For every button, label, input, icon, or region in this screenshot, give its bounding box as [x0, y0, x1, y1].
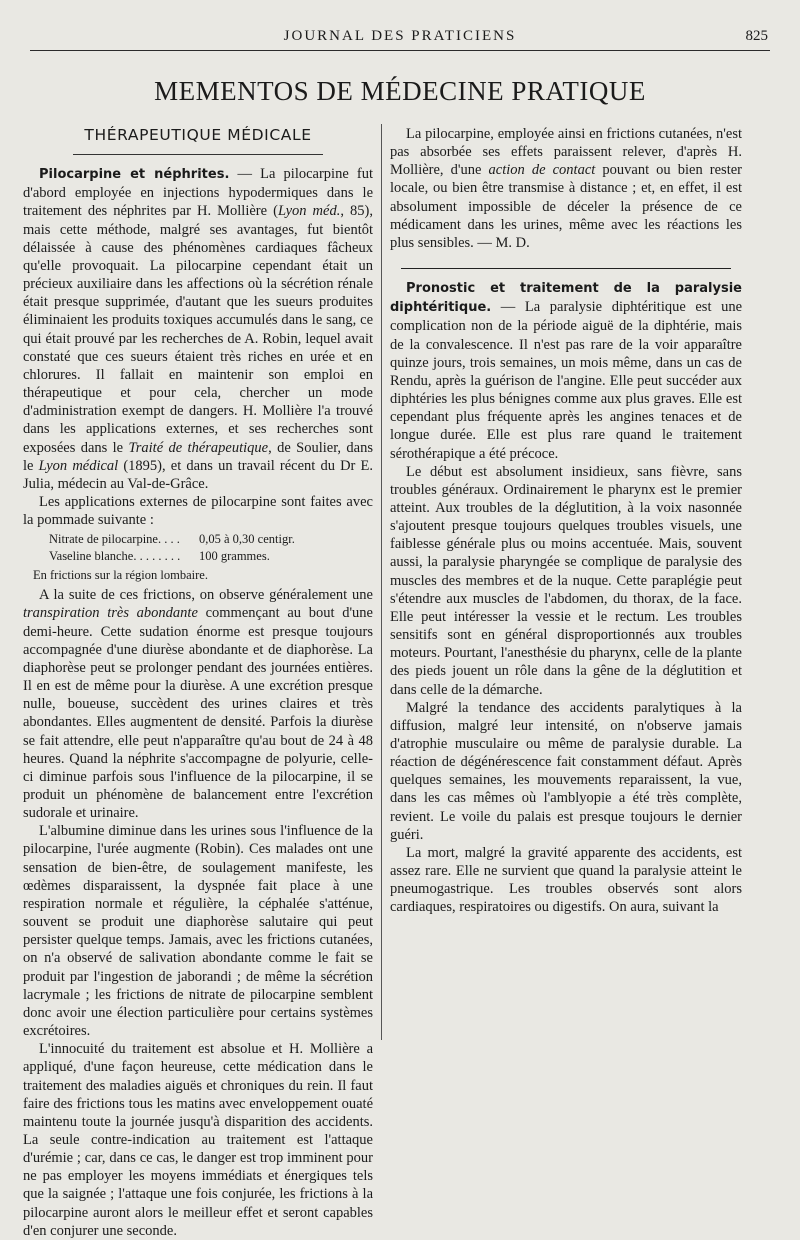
article1-p1-text-4: (1895), et dans un travail récent du Dr E. Julia, médecin au Val-de-Grâce. — [23, 457, 374, 492]
article2-paragraph-4: La mort, malgré la gravité apparente des accidents, est assez rare. Elle ne survient que quand la paralysie atteint le pneumogastrique. Les troubles observés sont alors cardiaques, respiratoires ou digestifs. On aura, suivant la — [390, 844, 742, 916]
article1-p6-text-2: pouvant ou bien rester locale, ou bien être transmise à distance ; et, en effet, il est absolument impossible de déceler la présence de ce médicament dans les urines, même avec les réactions les plus sensibles. — M. D. — [390, 162, 742, 251]
article-separator — [401, 268, 731, 269]
recipe-ingredient: Vaseline blanche. . . . . . . . — [49, 549, 181, 564]
article1-p3-text: A la suite de ces frictions, on observe généralement une — [39, 587, 373, 604]
article1-p6-text: La pilocarpine, employée ainsi en frictions cutanées, n'est pas absorbée ses effets paraissent relever, d'après H. Mollière, d'une — [390, 126, 742, 179]
article1-paragraph-1 — [23, 165, 373, 493]
recipe-row — [23, 531, 373, 548]
article1-title: Pilocarpine et néphrites. — [39, 167, 230, 183]
right-column — [390, 125, 742, 917]
recipe-ingredient: Nitrate de pilocarpine. . . . — [49, 532, 180, 547]
article1-paragraph-4: L'albumine diminue dans les urines sous l'influence de la pilocarpine, l'urée augmente (Robin). Ces malades ont une sensation de bien-être, de soulagement manifeste, les œdèmes disparaissent, la dyspnée fait place à une respiration normale et régulière, la céphalée s'atténue, souvent se produit une diaphorèse salutaire qui peut persister quelque temps. Jamais, avec les frictions cutanées, on n'a observé de salivation abondante comme le fait se produit par l'ingestion de jaborandi ; de même la sécrétion lacrymale ; les frictions de nitrate de pilocarpine semblent donc avoir une élection particulière pour certains systèmes excrétoires. — [23, 823, 373, 1040]
article1-p1-text-3: , de Soulier, dans le — [23, 439, 374, 474]
article1-p1-text: — La pilocarpine fut d'abord employée en injections hypodermiques dans le traitement des néphrites par H. Mollière ( — [23, 166, 374, 220]
recipe-row — [23, 548, 373, 565]
article2-title: Pronostic et traitement de la paralysie diphtéritique. — [390, 281, 742, 316]
recipe-dose: 100 grammes. — [199, 549, 270, 564]
citation-lyon-med: Lyon méd. — [277, 203, 341, 220]
recipe-block — [23, 531, 373, 565]
main-title: MEMENTOS DE MÉDECINE PRATIQUE — [154, 76, 646, 106]
column-divider — [381, 124, 382, 1040]
journal-title: JOURNAL DES PRATICIENS — [283, 28, 517, 44]
citation-lyon-medical: Lyon médical — [38, 457, 119, 474]
section-heading: THÉRAPEUTIQUE MÉDICALE — [73, 126, 323, 155]
article1-paragraph-5: L'innocuité du traitement est absolue et H. Mollière a appliqué, d'une façon heureuse, cette médication dans le traitement des maladies aiguës et chroniques du rein. Il faut faire des frictions tous les matins avec enveloppement ouaté maintenu toute la journée jusqu'à disparition des accidents. La seule contre-indication au traitement est l'attaque d'urémie ; car, dans ce cas, le danger est trop imminent pour ne pas employer les moyens immédiats et énergiques tels que la saignée ; l'attaque une fois conjurée, les frictions à la pilocarpine auront alors le meilleur effet et seront capables d'en conjurer une seconde. — [23, 1041, 373, 1239]
article1-paragraph-6 — [390, 125, 742, 252]
page-number: 825 — [745, 28, 768, 44]
article2-paragraph-2: Le début est absolument insidieux, sans fièvre, sans troubles généraux. Ordinairement le pharynx est le premier atteint. Aux troubles de la déglutition, à la voix nasonnée s'ajoutent presque toujours quelques troubles visuels, une faiblesse générale plus ou moins accentuée. Mais, souvent aussi, la paralysie pharyngée se complique de paralysie des muscles des membres et de la nuque. Cette paraplégie peut s'étendre aux muscles de l'abdomen, du thorax, de la face. Elle peut intéresser la vessie et le rectum. Les troubles sensitifs sont en général disproportionnés aux troubles moteurs. Pourtant, l'anesthésie du pharynx, celle de la plante des pieds jouent un rôle dans la gêne de la déglutition et dans celle de la démarche. — [390, 463, 742, 698]
recipe-dose: 0,05 à 0,30 centigr. — [199, 532, 295, 547]
article2-paragraph-1 — [390, 279, 742, 463]
article2-p1-text: — La paralysie diphtéritique est une complication non de la période aiguë de la diphtérie, mais de la convalescence. Il n'est pas rare de la voir apparaître quinze jours, trois semaines, un mois même, dans un cas de Rendu, après la guérison de l'angine. Elle peut succéder aux diphtéries les plus bénignes comme aux plus graves. Elle est cependant plus fréquente après les angines tenaces et de longue durée. Elle est plus rare quand le traitement sérothérapique a été précoce. — [390, 299, 742, 462]
article1-paragraph-2: Les applications externes de pilocarpine sont faites avec la pommade suivante : — [23, 493, 373, 529]
article1-p1-text-2: , 85), mais cette méthode, malgré ses avantages, fut bientôt délaissée à cause des phénomènes cardiaques fâcheux qu'elle provoquait. La pilocarpine cependant était un précieux auxiliaire dans les affections où la sécrétion rénale était presque supprimée, d'autant que les sueurs produites éliminaient les produits toxiques accumulés dans le sang, ce qui était prouvé par les recherches de A. Robin, lequel avait constaté que ces sueurs étaient très riches en urée et en chlorures. Il fallait en maintenir son emploi en thérapeutique et pour cela, chercher un mode d'administration exempt de dangers. H. Mollière l'a trouvé dans les applications externes, et ses recherches sont exposées dans le — [23, 203, 373, 456]
left-column — [23, 122, 373, 1240]
emphasis-action-de-contact: action de contact — [488, 162, 596, 179]
article2-paragraph-3: Malgré la tendance des accidents paralytiques à la diffusion, malgré leur intensité, on n'observe jamais d'atrophie musculaire ou même de paralysie durable. La réaction de dégénérescence fait constamment défaut. Après quelques semaines, les mouvements reparaissent, la vue, dans les cas mêmes où l'amblyopie a été très complète, revient. Le voile du palais est presque toujours le dernier guéri. — [390, 699, 742, 843]
article1-p3-text-2: commençant au bout d'une demi-heure. Cette sudation énorme est presque toujours accompagnée d'une diurèse abondante et de diaphorèse. La diaphorèse peut se prolonger pendant des journées entières. Il en est de même pour la diurèse. A une excrétion presque nulle, boueuse, succèdent des urines claires et très abondantes. Elles augmentent de densité. Parfois la diurèse se fait attendre, elle peut n'apparaître qu'au bout de 24 à 48 heures. Quand la néphrite s'accompagne de polyurie, celle-ci diminue parfois sous l'influence de la pilocarpine, il se produit un phénomène de balancement entre l'excrétion sudorale et urinaire. — [23, 605, 373, 822]
recipe-note: En frictions sur la région lombaire. — [33, 568, 208, 583]
emphasis-transpiration: transpiration très abondante — [23, 605, 198, 622]
running-header — [30, 26, 770, 51]
citation-traite: Traité de thérapeutique — [128, 439, 269, 456]
article1-paragraph-3 — [23, 586, 373, 822]
